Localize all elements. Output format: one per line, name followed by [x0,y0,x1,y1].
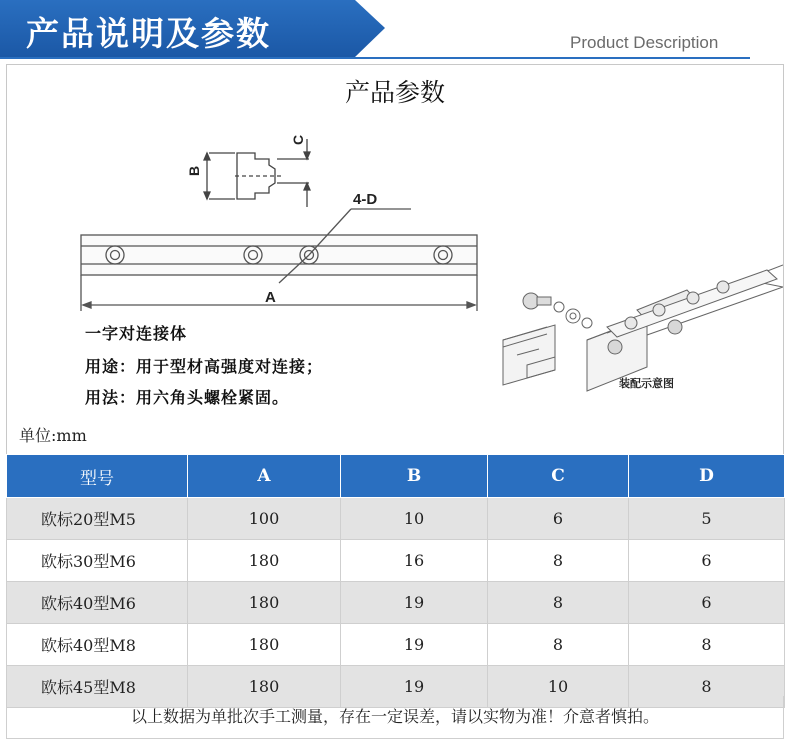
cell-a: 180 [188,582,341,624]
cell-a: 100 [188,498,341,540]
assembly-caption: 装配示意图 [619,377,674,390]
cell-model: 欧标40型M6 [7,582,188,624]
cell-d: 8 [629,666,785,708]
cell-a: 180 [188,540,341,582]
cell-b: 10 [341,498,488,540]
cell-a: 180 [188,624,341,666]
dim-label-4d: 4-D [353,191,378,208]
cross-section [204,139,310,207]
disclaimer-note: 以上数据为单批次手工测量，存在一定误差，请以实物为准！介意者慎拍。 [6,696,784,739]
dim-label-c: C [290,134,306,145]
cell-a: 180 [188,666,341,708]
assembly-illustration [503,265,783,391]
cell-c: 6 [488,498,629,540]
table-row [7,582,785,624]
page-subtitle: Product Description [570,33,719,52]
table-row [7,540,785,582]
connector-bar [81,209,477,311]
cell-d: 6 [629,582,785,624]
product-diagram-panel [6,64,784,416]
cell-b: 19 [341,582,488,624]
cell-model: 欧标30型M6 [7,540,188,582]
product-name: 一字对连接体 [85,324,188,343]
table-header-row [7,455,785,498]
header-model: 型号 [7,455,188,498]
panel-title: 产品参数 [344,78,445,107]
cell-b: 16 [341,540,488,582]
header-a: A [188,455,341,498]
cell-d: 6 [629,540,785,582]
cell-c: 8 [488,540,629,582]
cell-model: 欧标45型M8 [7,666,188,708]
table-row [7,624,785,666]
cell-c: 8 [488,624,629,666]
product-method: 用法：用六角头螺栓紧固。 [85,388,290,407]
header-c: C [488,455,629,498]
cell-b: 19 [341,666,488,708]
cell-d: 8 [629,624,785,666]
cell-c: 10 [488,666,629,708]
cell-b: 19 [341,624,488,666]
product-usage: 用途：用于型材高强度对连接； [85,357,324,376]
page-title: 产品说明及参数 [26,14,271,53]
cell-model: 欧标40型M8 [7,624,188,666]
cell-model: 欧标20型M5 [7,498,188,540]
unit-label: 单位:mm [19,426,87,445]
spec-table [6,454,785,708]
dim-label-b: B [186,165,202,176]
dim-label-a: A [265,289,276,306]
cell-d: 5 [629,498,785,540]
header-divider [0,57,750,59]
unit-row [6,414,784,455]
header-d: D [629,455,785,498]
cell-c: 8 [488,582,629,624]
header-b: B [341,455,488,498]
table-row [7,498,785,540]
